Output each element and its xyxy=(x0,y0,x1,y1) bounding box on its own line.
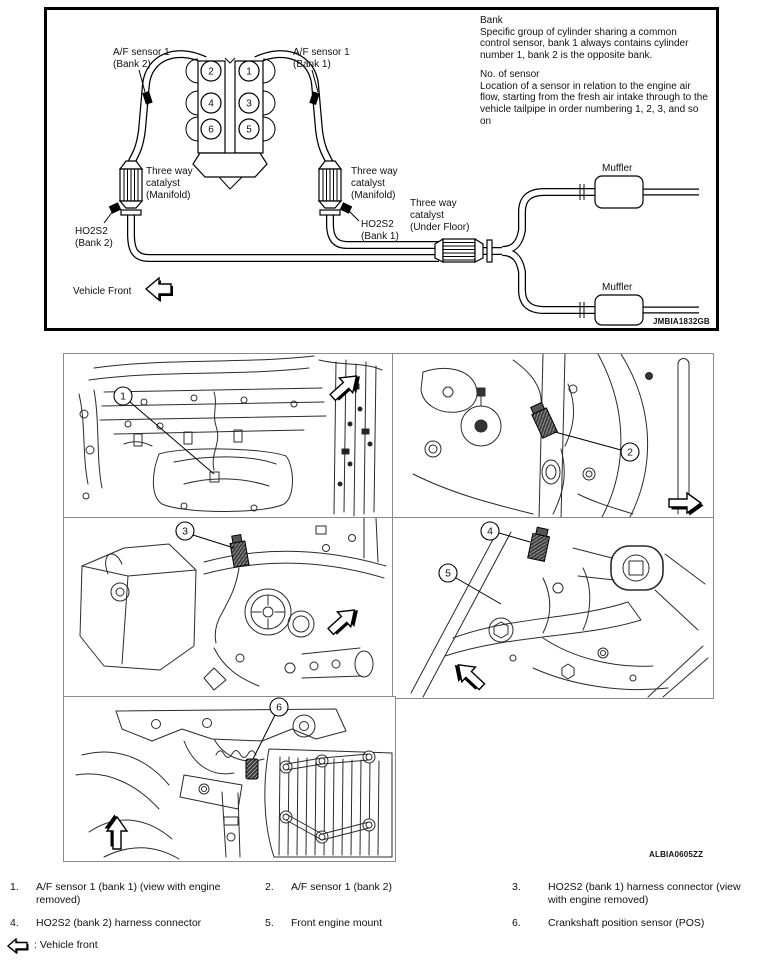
cylinder-5: 5 xyxy=(246,124,252,136)
cylinder-3: 3 xyxy=(246,98,252,110)
legend-item-1: A/F sensor 1 (bank 1) (view with engine removed) xyxy=(36,881,221,906)
legend-item-5: Front engine mount xyxy=(291,917,383,929)
photo-panel-3 xyxy=(63,517,395,699)
callout-5 xyxy=(439,564,457,582)
legend-num-6: 6. xyxy=(512,917,521,929)
legend-num-5: 5. xyxy=(265,917,274,929)
legend-item-4: HO2S2 (bank 2) harness connector xyxy=(36,917,202,929)
three-way-catalyst-underfloor xyxy=(435,239,492,262)
vehicle-front-arrow-icon xyxy=(146,278,173,302)
legend-num-2: 2. xyxy=(265,881,274,893)
leader-5 xyxy=(456,578,501,604)
label-ho2s2-bank2-line1: HO2S2 xyxy=(75,226,108,237)
cylinder-numbers xyxy=(201,61,259,139)
photo-panel-1 xyxy=(63,353,395,520)
exhaust-system-schematic xyxy=(44,7,719,331)
note-bank-body: Specific group of cylinder sharing a common control sensor, bank 1 always contains cylinder number 1, bank 2 is the opposite bank. xyxy=(480,26,689,62)
legend-item-3: HO2S2 (bank 1) harness connector (view with engine removed) xyxy=(548,881,741,906)
ho2s2-bank1-connector xyxy=(229,534,249,567)
label-twc-manifold-right-line2: catalyst xyxy=(351,178,385,189)
svg-text:5: 5 xyxy=(445,567,451,580)
label-twc-underfloor-line3: (Under Floor) xyxy=(410,222,470,233)
photo-panel-5 xyxy=(63,696,396,862)
callout-2 xyxy=(621,443,639,461)
cylinder-2: 2 xyxy=(208,66,214,78)
leader-3 xyxy=(193,535,234,548)
cylinder-6: 6 xyxy=(208,124,214,136)
callout-3 xyxy=(176,522,194,540)
label-twc-manifold-right-line3: (Manifold) xyxy=(351,190,396,201)
svg-text:4: 4 xyxy=(487,525,493,538)
label-muffler-bottom: Muffler xyxy=(602,282,633,293)
label-twc-manifold-right-line1: Three way xyxy=(351,166,398,177)
label-ho2s2-bank1-line2: (Bank 1) xyxy=(361,231,399,242)
leader-4 xyxy=(499,533,530,542)
photo-panel-4 xyxy=(392,517,714,699)
af-sensor-bank2-connector xyxy=(529,402,557,439)
callout-4 xyxy=(481,522,499,540)
photo-figure-id: ALBIA0605ZZ xyxy=(649,850,704,859)
schematic-figure-id: JMBIA1832GB xyxy=(653,317,710,326)
leader-2 xyxy=(555,432,621,450)
engine-line-art-5 xyxy=(76,709,392,859)
ho2s2-bank2-marker xyxy=(109,202,121,213)
svg-text:1: 1 xyxy=(120,390,126,403)
crankshaft-position-sensor xyxy=(246,759,258,779)
svg-text:6: 6 xyxy=(276,701,282,714)
label-twc-underfloor-line2: catalyst xyxy=(410,210,444,221)
legend-num-1: 1. xyxy=(10,881,19,893)
engine-line-art-2 xyxy=(413,354,689,519)
three-way-catalyst-manifold-left xyxy=(120,161,142,215)
label-af-sensor-bank1-line2: (Bank 1) xyxy=(293,59,331,70)
label-twc-manifold-left-line2: catalyst xyxy=(146,178,180,189)
svg-text:3: 3 xyxy=(182,525,188,538)
legend-item-2: A/F sensor 1 (bank 2) xyxy=(291,881,392,893)
engine-line-art-4 xyxy=(411,530,708,697)
label-ho2s2-bank1-line1: HO2S2 xyxy=(361,219,394,230)
svg-text:2: 2 xyxy=(627,446,633,459)
legend-num-4: 4. xyxy=(10,917,19,929)
label-af-sensor-bank1-line1: A/F sensor 1 xyxy=(293,47,350,58)
legend-item-6: Crankshaft position sensor (POS) xyxy=(548,917,705,929)
pipe-clamps xyxy=(580,184,584,318)
muffler-top xyxy=(595,176,643,208)
ho2s2-bank2-connector xyxy=(528,527,551,562)
label-twc-manifold-left-line3: (Manifold) xyxy=(146,190,191,201)
label-ho2s2-bank2-line2: (Bank 2) xyxy=(75,238,113,249)
legend-num-3: 3. xyxy=(512,881,521,893)
direction-arrow-right-icon xyxy=(669,493,704,516)
label-muffler-top: Muffler xyxy=(602,163,633,174)
vehicle-front-legend-icon xyxy=(7,938,31,956)
label-vehicle-front: Vehicle Front xyxy=(73,286,132,297)
callout-1 xyxy=(114,387,132,405)
label-af-sensor-bank2-line2: (Bank 2) xyxy=(113,59,151,70)
engine-line-art-1 xyxy=(79,356,382,516)
direction-arrow-ne-icon xyxy=(324,601,365,641)
cylinder-1: 1 xyxy=(246,66,252,78)
note-sensor-title: No. of sensor xyxy=(480,68,540,80)
note-bank-title: Bank xyxy=(480,15,503,26)
label-twc-underfloor-line1: Three way xyxy=(410,198,457,209)
label-af-sensor-bank2-line1: A/F sensor 1 xyxy=(113,47,170,58)
note-sensor-body: Location of a sensor in relation to the engine air flow, starting from the fresh air intake through to the vehicle tailpipe in order numbering 1, 2, 3, and so on xyxy=(480,80,708,127)
direction-arrow-nw-icon xyxy=(448,656,489,696)
photo-panel-2 xyxy=(392,353,714,520)
vehicle-front-legend-label: : Vehicle front xyxy=(34,939,98,951)
label-twc-manifold-left-line1: Three way xyxy=(146,166,193,177)
direction-arrow-ne-icon xyxy=(326,367,367,407)
engine-block xyxy=(186,58,275,189)
notes-block xyxy=(480,15,708,127)
three-way-catalyst-manifold-right xyxy=(319,161,341,215)
leader-1 xyxy=(130,402,214,474)
cylinder-4: 4 xyxy=(208,98,214,110)
muffler-bottom xyxy=(595,295,643,325)
callout-6 xyxy=(270,698,288,716)
